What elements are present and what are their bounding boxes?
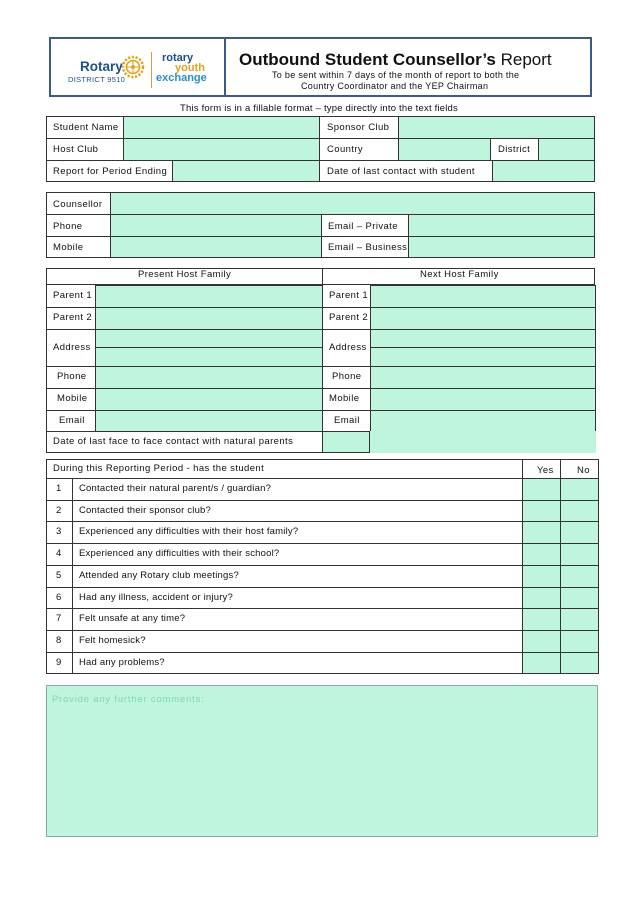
question-3-yes-field[interactable]	[522, 521, 561, 544]
email-private-label: Email – Private	[328, 221, 398, 232]
question-text: Attended any Rotary club meetings?	[79, 570, 239, 581]
question-text: Experienced any difficulties with their school?	[79, 548, 280, 559]
question-4-yes-field[interactable]	[522, 543, 561, 566]
subtitle-line-2: Country Coordinator and the YEP Chairman	[301, 81, 489, 91]
divider	[46, 565, 599, 566]
student-name-label: Student Name	[53, 122, 119, 133]
host-club-field[interactable]	[123, 138, 320, 161]
next-email-field[interactable]	[370, 410, 596, 432]
next-mobile-field[interactable]	[370, 388, 596, 411]
question-text: Experienced any difficulties with their host family?	[79, 526, 299, 537]
question-8-no-field[interactable]	[560, 630, 599, 653]
period-ending-label: Report for Period Ending	[53, 166, 168, 177]
question-5-no-field[interactable]	[560, 565, 599, 588]
question-text: Contacted their natural parent/s / guardian?	[79, 483, 272, 494]
question-7-no-field[interactable]	[560, 608, 599, 631]
country-label: Country	[327, 144, 364, 155]
divider	[46, 500, 599, 501]
last-contact-label: Date of last contact with student	[327, 166, 475, 177]
question-text: Had any illness, accident or injury?	[79, 592, 233, 603]
sponsor-club-label: Sponsor Club	[327, 122, 390, 133]
question-number: 8	[56, 635, 62, 646]
last-contact-field[interactable]	[492, 160, 595, 182]
question-6-yes-field[interactable]	[522, 587, 561, 609]
question-1-yes-field[interactable]	[522, 478, 561, 501]
next-parent-2-label: Parent 2	[329, 312, 369, 323]
present-address-field-line-2[interactable]	[95, 347, 323, 367]
next-parent-1-label: Parent 1	[329, 290, 369, 301]
rotary-logo-text: Rotary	[80, 59, 123, 74]
divider	[46, 478, 599, 479]
comments-field[interactable]	[46, 685, 598, 837]
divider	[46, 543, 599, 544]
divider	[46, 630, 599, 631]
page-title-bold: Outbound Student Counsellor’s	[239, 50, 496, 69]
counsellor-mobile-label: Mobile	[53, 242, 84, 253]
question-5-yes-field[interactable]	[522, 565, 561, 588]
question-2-no-field[interactable]	[560, 500, 599, 522]
page-title	[239, 50, 552, 70]
page-title-plain: Report	[500, 50, 552, 69]
question-number: 4	[56, 548, 62, 559]
question-text: Felt homesick?	[79, 635, 146, 646]
youth-exchange-logo-line2: youth	[175, 62, 205, 74]
next-parent-1-field[interactable]	[370, 285, 596, 308]
present-parent-1-label: Parent 1	[53, 290, 93, 301]
question-text: Felt unsafe at any time?	[79, 613, 186, 624]
district-label: District	[498, 144, 531, 155]
student-name-field[interactable]	[123, 116, 320, 139]
question-6-no-field[interactable]	[560, 587, 599, 609]
reporting-period-header: During this Reporting Period - has the student	[53, 463, 265, 474]
present-parent-2-label: Parent 2	[53, 312, 93, 323]
host-club-label: Host Club	[53, 144, 99, 155]
counsellor-phone-field[interactable]	[110, 214, 322, 237]
counsellor-mobile-field[interactable]	[110, 236, 322, 258]
next-parent-2-field[interactable]	[370, 307, 596, 330]
question-9-no-field[interactable]	[560, 652, 599, 674]
logo-separator	[151, 52, 152, 88]
question-text: Had any problems?	[79, 657, 165, 668]
question-4-no-field[interactable]	[560, 543, 599, 566]
next-phone-label: Phone	[332, 371, 362, 382]
yes-column-header: Yes	[537, 465, 554, 476]
fillable-note: This form is in a fillable format – type directly into the text fields	[180, 103, 458, 114]
period-ending-field[interactable]	[172, 160, 320, 182]
next-address-field-line-2[interactable]	[370, 347, 596, 367]
next-address-field-line-1[interactable]	[370, 329, 596, 348]
question-number: 9	[56, 657, 62, 668]
counsellor-phone-label: Phone	[53, 221, 83, 232]
counsellor-label: Counsellor	[53, 199, 103, 210]
next-address-label: Address	[329, 342, 367, 353]
header-divider	[224, 37, 226, 97]
question-number: 6	[56, 592, 62, 603]
question-number: 5	[56, 570, 62, 581]
subtitle-line-1: To be sent within 7 days of the month of report to both the	[272, 70, 520, 80]
next-mobile-label: Mobile	[329, 393, 360, 404]
question-9-yes-field[interactable]	[522, 652, 561, 674]
natural-parents-contact-label: Date of last face to face contact with natural parents	[53, 436, 294, 447]
next-phone-field[interactable]	[370, 366, 596, 389]
natural-parents-contact-field[interactable]	[322, 431, 370, 453]
present-email-field[interactable]	[95, 410, 323, 432]
present-parent-1-field[interactable]	[95, 285, 323, 308]
present-address-field-line-1[interactable]	[95, 329, 323, 348]
district-field[interactable]	[538, 138, 595, 161]
email-private-field[interactable]	[408, 214, 595, 237]
present-mobile-label: Mobile	[57, 393, 88, 404]
present-parent-2-field[interactable]	[95, 307, 323, 330]
question-8-yes-field[interactable]	[522, 630, 561, 653]
no-column-header: No	[577, 465, 590, 476]
divider	[46, 652, 599, 653]
youth-exchange-logo-line1: rotary	[162, 52, 194, 64]
divider	[46, 521, 599, 522]
comments-placeholder: Provide any further comments:	[52, 694, 205, 705]
question-7-yes-field[interactable]	[522, 608, 561, 631]
question-number: 1	[56, 483, 62, 494]
question-number: 7	[56, 613, 62, 624]
question-number: 2	[56, 505, 62, 516]
question-text: Contacted their sponsor club?	[79, 505, 212, 516]
sponsor-club-field[interactable]	[398, 116, 595, 139]
present-phone-field[interactable]	[95, 366, 323, 389]
country-field[interactable]	[398, 138, 491, 161]
email-business-label: Email – Business	[328, 242, 408, 253]
question-3-no-field[interactable]	[560, 521, 599, 544]
next-host-family-header: Next Host Family	[420, 269, 499, 280]
natural-parents-contact-field-extended[interactable]	[370, 431, 596, 453]
email-business-field[interactable]	[408, 236, 595, 258]
question-2-yes-field[interactable]	[522, 500, 561, 522]
present-email-label: Email	[59, 415, 85, 426]
present-address-label: Address	[53, 342, 91, 353]
present-mobile-field[interactable]	[95, 388, 323, 411]
next-email-label: Email	[334, 415, 360, 426]
question-number: 3	[56, 526, 62, 537]
divider	[46, 587, 599, 588]
youth-exchange-logo-line3: exchange	[156, 72, 207, 84]
divider	[72, 478, 73, 674]
divider	[46, 608, 599, 609]
present-phone-label: Phone	[57, 371, 87, 382]
present-host-family-header: Present Host Family	[138, 269, 232, 280]
district-label: DISTRICT 9510	[68, 75, 126, 84]
counsellor-field[interactable]	[110, 192, 595, 215]
question-1-no-field[interactable]	[560, 478, 599, 501]
